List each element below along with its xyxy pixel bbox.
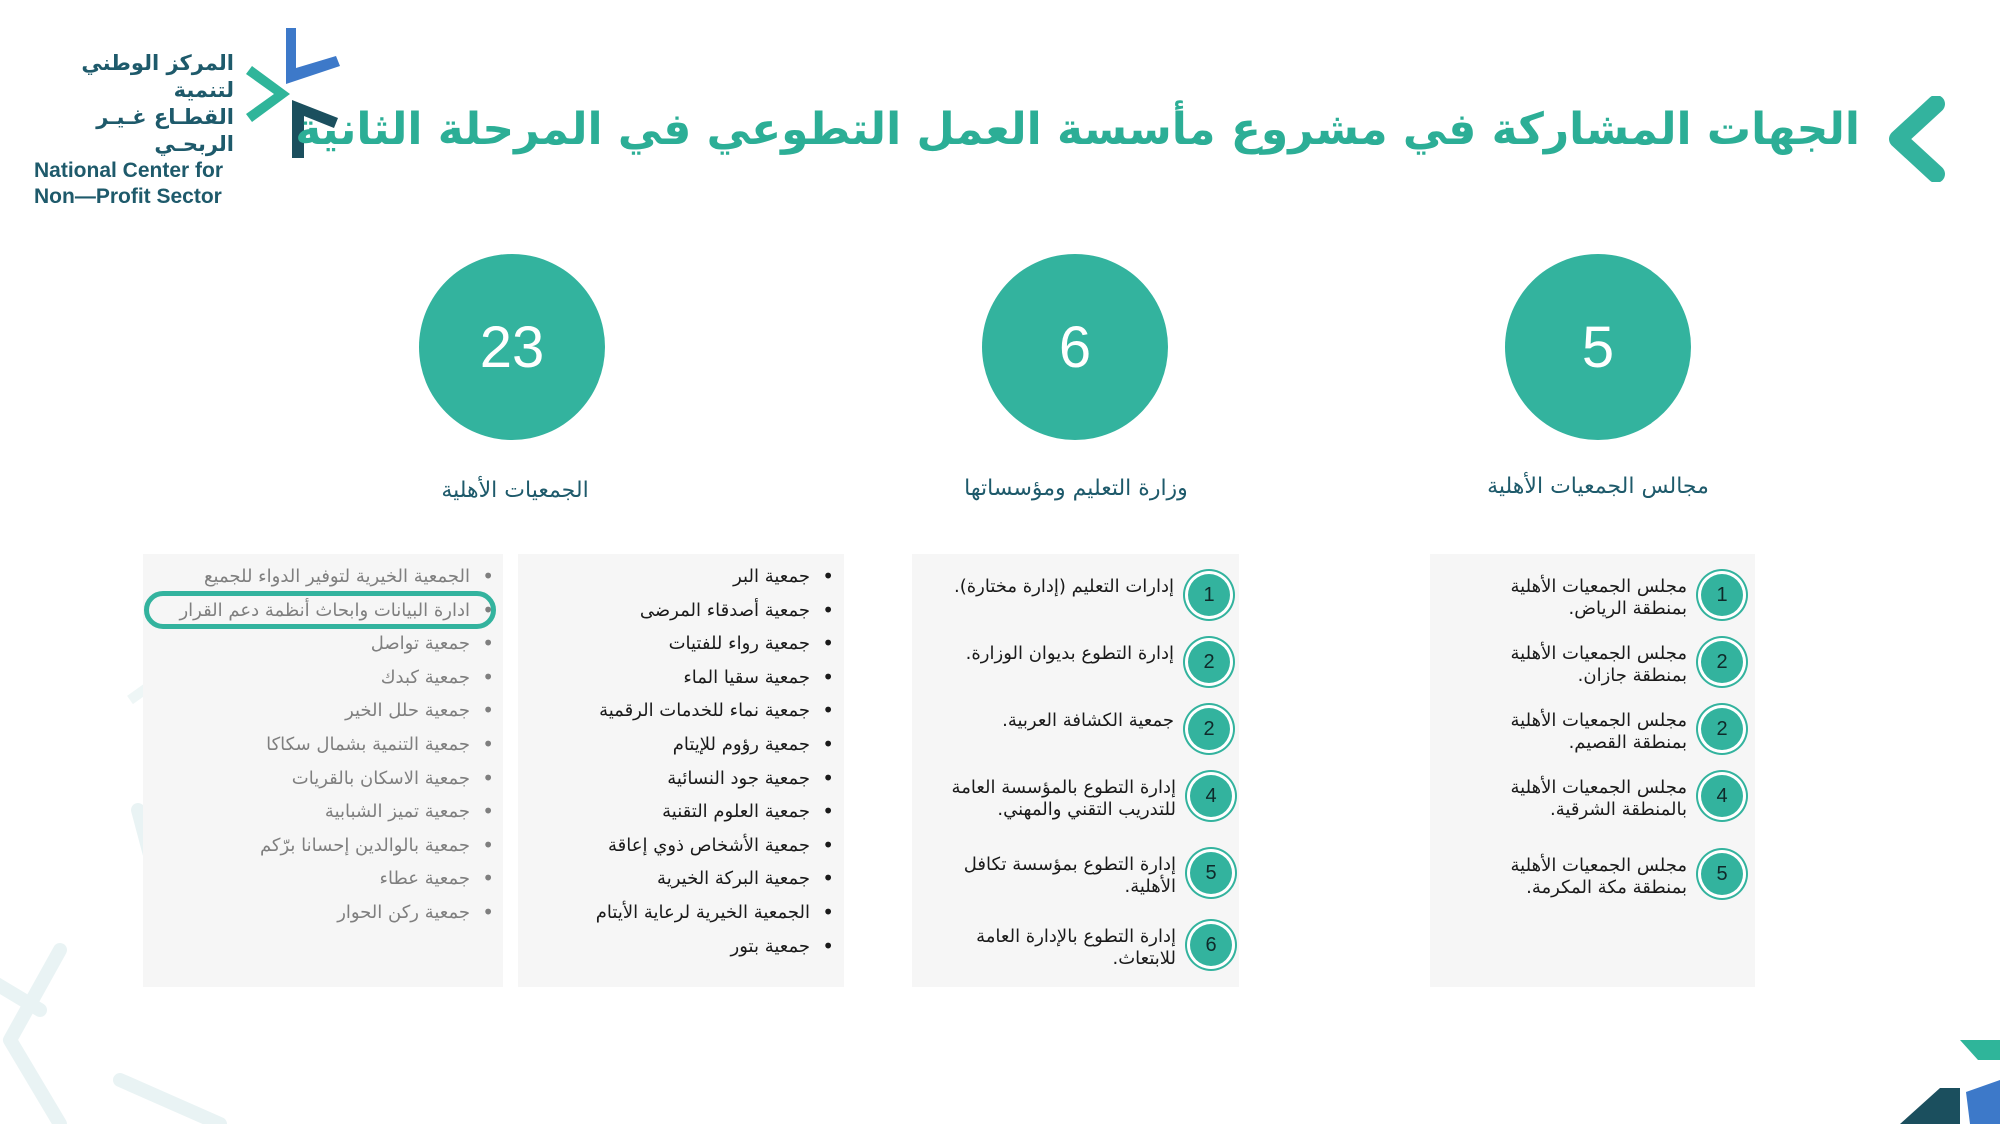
list-item: • جمعية أصدقاء المرضى [540, 594, 838, 628]
education-entity: إدارة التطوع بالإدارة العامة للابتعاث. [976, 926, 1176, 969]
council-name: مجلس الجمعيات الأهلية بالمنطقة الشرقية. [1510, 777, 1687, 820]
list-item [932, 924, 1232, 984]
councils-count-circle [1505, 254, 1691, 440]
logo-text [34, 50, 234, 210]
council-name: مجلس الجمعيات الأهلية بمنطقة مكة المكرمة. [1510, 855, 1687, 898]
education-heading: وزارة التعليم ومؤسساتها [964, 476, 1188, 501]
list-item: • الجمعية الخيرية لرعاية الأيتام [540, 896, 838, 930]
associations-count: 23 [479, 314, 545, 380]
list-item: • جمعية الأشخاص ذوي إعاقة [540, 829, 838, 863]
education-entity: إدارة التطوع بمؤسسة تكافل الأهلية. [963, 854, 1176, 897]
education-count: 6 [1058, 314, 1092, 380]
education-entity: إدارة التطوع بديوان الوزارة. [965, 643, 1174, 664]
list-item [930, 574, 1230, 634]
list-item [1443, 574, 1743, 634]
council-name: مجلس الجمعيات الأهلية بمنطقة القصيم. [1510, 710, 1687, 753]
list-item: • جمعية البركة الخيرية [540, 862, 838, 896]
list-item: • جمعية حلل الخير [150, 694, 498, 728]
logo-name-arabic-1: المركز الوطني لتنمية [81, 51, 234, 102]
number-badge: 4 [1190, 775, 1232, 817]
logo-name-english-1: National Center for [34, 159, 224, 182]
number-badge: 5 [1190, 852, 1232, 894]
list-item: • جمعية جود النسائية [540, 762, 838, 796]
associations-heading: الجمعيات الأهلية [441, 478, 589, 503]
number-badge: 2 [1701, 708, 1743, 750]
list-item [1443, 775, 1743, 835]
list-item: • جمعية تميز الشبابية [150, 795, 498, 829]
list-item: • جمعية ركن الحوار [150, 896, 498, 930]
list-item: • الجمعية الخيرية لتوفير الدواء للجميع [150, 560, 498, 594]
list-item [1443, 853, 1743, 913]
list-item: • جمعية بالوالدين إحسانا برّكم [150, 829, 498, 863]
logo-name-arabic-2: القطـاع غـيـر الربحـي [96, 105, 234, 156]
list-item: • جمعية عطاء [150, 862, 498, 896]
page-title: الجهات المشاركة في مشروع مأسسة العمل التطوعي في المرحلة الثانية [295, 104, 1860, 155]
list-item: • جمعية تواصل [150, 627, 498, 661]
list-item: • جمعية العلوم التقنية [540, 795, 838, 829]
chevron-left-icon [1886, 96, 1946, 182]
councils-heading: مجالس الجمعيات الأهلية [1487, 474, 1709, 499]
list-item: • جمعية التنمية بشمال سكاكا [150, 728, 498, 762]
list-item: • ادارة البيانات وابحاث أنظمة دعم القرار [150, 594, 498, 628]
number-badge: 2 [1701, 641, 1743, 683]
list-item [932, 775, 1232, 835]
corner-logo-mark [1900, 1040, 2000, 1124]
education-entity: إدارة التطوع بالمؤسسة العامة للتدريب التقني والمهني. [951, 777, 1176, 820]
council-name: مجلس الجمعيات الأهلية بمنطقة جازان. [1510, 643, 1687, 686]
council-name: مجلس الجمعيات الأهلية بمنطقة الرياض. [1510, 576, 1687, 619]
councils-count: 5 [1581, 314, 1615, 380]
education-entity: إدارات التعليم (إدارة مختارة). [954, 576, 1174, 597]
associations-list-right [540, 560, 838, 963]
number-badge: 1 [1701, 574, 1743, 616]
list-item [930, 641, 1230, 701]
list-item [930, 708, 1230, 768]
list-item [1443, 708, 1743, 768]
highlight-ring [144, 591, 496, 629]
number-badge: 1 [1188, 574, 1230, 616]
education-count-circle [982, 254, 1168, 440]
list-item: • جمعية كبدك [150, 661, 498, 695]
number-badge: 6 [1190, 924, 1232, 966]
list-item: • جمعية رؤوم للإيتام [540, 728, 838, 762]
number-badge: 2 [1188, 708, 1230, 750]
list-item: • جمعية بتور [540, 930, 838, 964]
number-badge: 4 [1701, 775, 1743, 817]
list-item [932, 852, 1232, 912]
associations-count-circle [419, 254, 605, 440]
list-item: • جمعية رواء للفتيات [540, 627, 838, 661]
list-item [1443, 641, 1743, 701]
number-badge: 5 [1701, 853, 1743, 895]
list-item: • جمعية نماء للخدمات الرقمية [540, 694, 838, 728]
number-badge: 2 [1188, 641, 1230, 683]
list-item: • جمعية سقيا الماء [540, 661, 838, 695]
list-item: • جمعية الاسكان بالقريات [150, 762, 498, 796]
logo-name-english-2: Non—Profit Sector [34, 185, 222, 208]
list-item: • جمعية البر [540, 560, 838, 594]
education-entity: جمعية الكشافة العربية. [1002, 710, 1174, 731]
